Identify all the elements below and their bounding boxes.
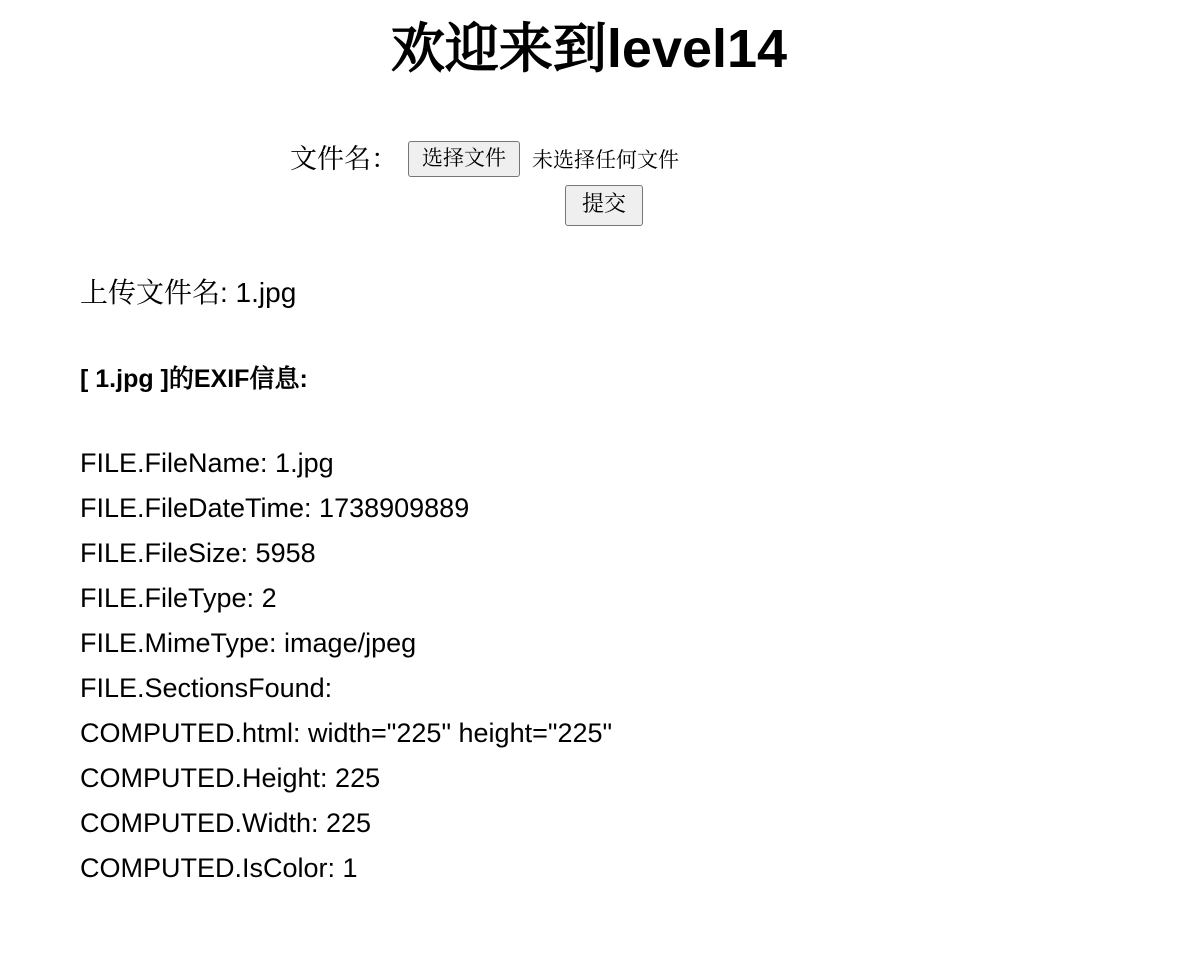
file-field-row: [290, 141, 1178, 177]
submit-row: [290, 185, 1178, 225]
submit-button[interactable]: 提交: [565, 185, 643, 225]
exif-heading: [ 1.jpg ]的EXIF信息:: [80, 365, 308, 394]
upload-form: [0, 141, 1178, 225]
list-item: COMPUTED.Width: 225: [80, 808, 372, 839]
list-item: FILE.FileDateTime: 1738909889: [80, 493, 470, 524]
result-panel: [0, 276, 1178, 892]
list-item: FILE.FileName: 1.jpg: [80, 448, 334, 479]
list-item: FILE.FileSize: 5958: [80, 538, 316, 569]
list-item: FILE.SectionsFound:: [80, 673, 333, 704]
choose-file-button[interactable]: 选择文件: [408, 141, 520, 177]
file-field-label: 文件名：: [290, 143, 398, 174]
list-item: COMPUTED.Height: 225: [80, 763, 381, 794]
page-title: 欢迎来到level14: [390, 19, 788, 79]
list-item: COMPUTED.html: width="225" height="225": [80, 718, 613, 749]
exif-list: [80, 441, 1178, 891]
list-item: COMPUTED.IsColor: 1: [80, 853, 358, 884]
list-item: FILE.MimeType: image/jpeg: [80, 628, 417, 659]
uploaded-filename: 上传文件名: 1.jpg: [80, 276, 297, 308]
file-input[interactable]: [408, 141, 679, 177]
list-item: FILE.FileType: 2: [80, 583, 277, 614]
file-selection-status: 未选择任何文件: [532, 149, 679, 173]
